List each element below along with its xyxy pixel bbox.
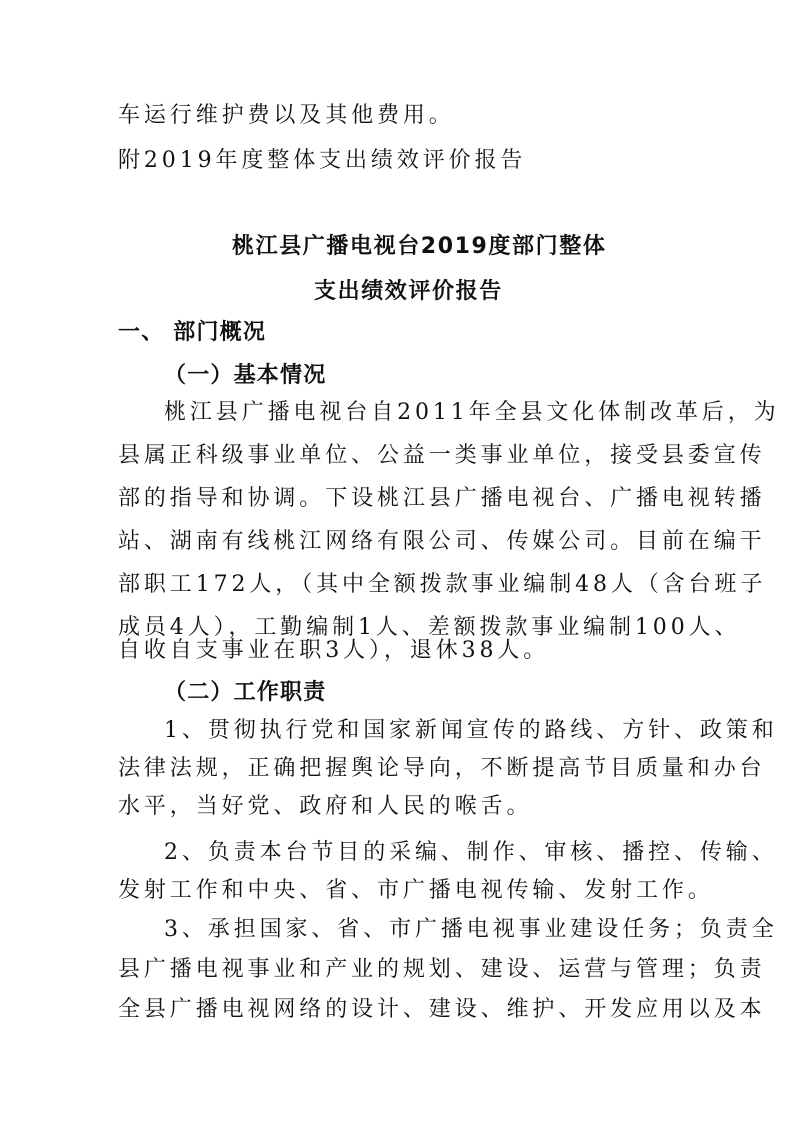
attachment-line: 附2019年度整体支出绩效评价报告: [118, 148, 527, 173]
paragraph-line: 部的指导和协调。下设桃江县广播电视台、广播电视转播: [118, 486, 766, 511]
paragraph-line: 成员4人），工勤编制1人、差额拨款事业编制100人、: [118, 615, 741, 640]
subsection-heading: （一）基本情况: [164, 363, 327, 388]
paragraph-line: 水平，当好党、政府和人民的喉舌。: [118, 794, 533, 819]
paragraph-line: 全县广播电视网络的设计、建设、维护、开发应用以及本: [118, 997, 766, 1022]
report-title-line1: 桃江县广播电视台2019度部门整体: [232, 234, 607, 259]
paragraph-line: 自收自支事业在职3人），退休38人。: [118, 638, 550, 663]
paragraph-line: 2、负责本台节目的采编、制作、审核、播控、传输、: [164, 840, 778, 865]
section-heading: 一、 部门概况: [118, 320, 267, 345]
paragraph-line: 部职工172人，（其中全额拨款事业编制48人（含台班子: [118, 572, 767, 597]
paragraph-line: 桃江县广播电视台自2011年全县文化体制改革后，为: [164, 400, 780, 425]
paragraph-line: 站、湖南有线桃江网络有限公司、传媒公司。目前在编干: [118, 529, 766, 554]
paragraph-line: 发射工作和中央、省、市广播电视传输、发射工作。: [118, 878, 714, 903]
body-text-line: 车运行维护费以及其他费用。: [118, 103, 455, 128]
paragraph-line: 3、承担国家、省、市广播电视事业建设任务；负责全: [164, 917, 778, 942]
paragraph-line: 法律法规，正确把握舆论导向，不断提高节目质量和办台: [118, 756, 766, 781]
paragraph-line: 县广播电视事业和产业的规划、建设、运营与管理；负责: [118, 957, 766, 982]
subsection-heading: （二）工作职责: [164, 680, 327, 705]
paragraph-line: 县属正科级事业单位、公益一类事业单位，接受县委宣传: [118, 443, 766, 468]
report-title-line2: 支出绩效评价报告: [314, 279, 503, 304]
paragraph-line: 1、贯彻执行党和国家新闻宣传的路线、方针、政策和: [164, 718, 778, 743]
